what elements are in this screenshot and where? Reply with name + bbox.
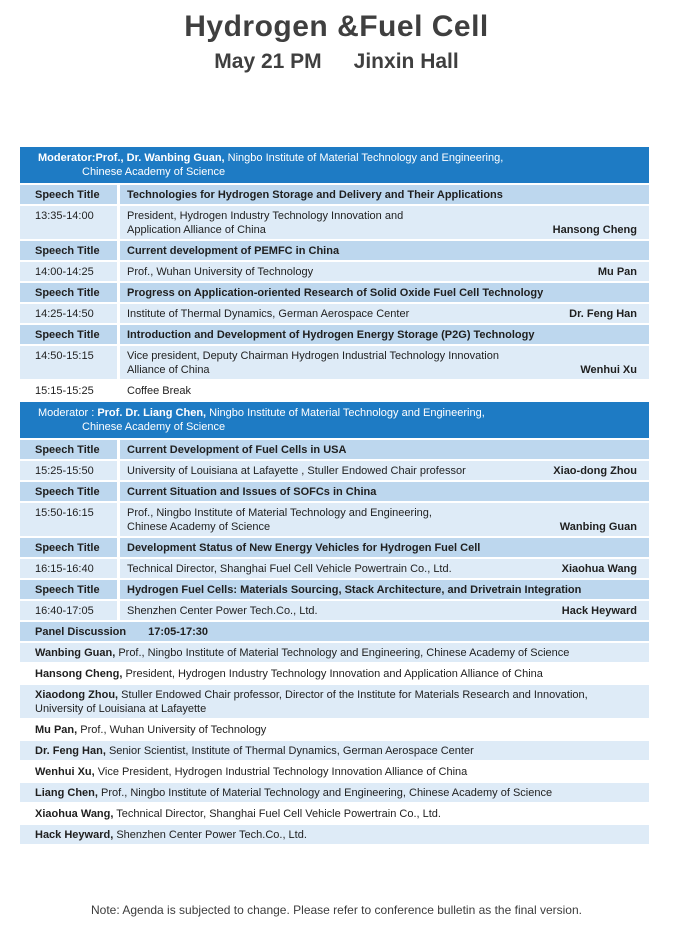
- moderator1-label: Moderator:: [38, 152, 96, 164]
- speech-title-text: Hydrogen Fuel Cells: Materials Sourcing, Stack Architecture, and Drivetrain Integration: [127, 584, 582, 596]
- talk-affiliation-line1: President, Hydrogen Industry Technology Innovation and: [127, 210, 404, 222]
- speech-title-text: Current Situation and Issues of SOFCs in China: [127, 486, 377, 498]
- panel-member-desc: Senior Scientist, Institute of Thermal Dynamics, German Aerospace Center: [108, 745, 474, 757]
- moderator2-label: Moderator :: [38, 407, 95, 419]
- talk-details: [120, 262, 649, 281]
- panel-member-desc: Shenzhen Center Power Tech.Co., Ltd.: [116, 829, 307, 841]
- panel-time: 17:05-17:30: [148, 626, 209, 638]
- talk-affiliation-line1: University of Louisiana at Lafayette , Stuller Endowed Chair professor: [127, 465, 466, 477]
- talk-affiliation-line1: Institute of Thermal Dynamics, German Aerospace Center: [127, 308, 410, 320]
- talk-details: [120, 304, 649, 323]
- talk-affiliation-line1: Technical Director, Shanghai Fuel Cell Vehicle Powertrain Co., Ltd.: [127, 563, 452, 575]
- talk-time: 15:50-16:15: [20, 503, 120, 536]
- page-title: Hydrogen &Fuel Cell: [184, 10, 489, 43]
- moderator2-name: Prof. Dr. Liang Chen,: [97, 407, 207, 419]
- speech-title-row-7: [20, 538, 649, 557]
- panel-member-name: Dr. Feng Han,: [35, 745, 106, 757]
- panel-member-row-7: [20, 783, 649, 802]
- moderator2-affiliation2: Chinese Academy of Science: [82, 421, 226, 433]
- panel-member-row-8: [20, 804, 649, 823]
- talk-affiliation-line1: Prof., Wuhan University of Technology: [127, 266, 314, 278]
- speech-title-row-3: [20, 283, 649, 302]
- talk-affiliation-line2: Application Alliance of China: [127, 224, 266, 236]
- talk-time: 14:50-15:15: [20, 346, 120, 379]
- moderator1-affiliation: Ningbo Institute of Material Technology and Engineering,: [227, 152, 504, 164]
- speech-title-text: Progress on Application-oriented Research of Solid Oxide Fuel Cell Technology: [127, 287, 544, 299]
- panel-label: Panel Discussion: [35, 626, 127, 638]
- speech-title-row-1: [20, 185, 649, 204]
- talk-affiliation-line1: Shenzhen Center Power Tech.Co., Ltd.: [127, 605, 318, 617]
- moderator2-line1: [38, 406, 637, 420]
- panel-member-desc: Prof., Ningbo Institute of Material Technology and Engineering, Chinese Academy of Science: [118, 647, 570, 659]
- talk-row-1: [20, 206, 649, 239]
- talk-time: 16:40-17:05: [20, 601, 120, 620]
- panel-member-row-3: [20, 685, 649, 718]
- moderator-band-session1: [20, 147, 649, 183]
- panel-member-row-5: [20, 741, 649, 760]
- panel-member-desc: Vice President, Hydrogen Industrial Technology Innovation Alliance of China: [97, 766, 468, 778]
- panel-member-row-6: [20, 762, 649, 781]
- talk-time: 15:25-15:50: [20, 461, 120, 480]
- panel-member-desc: Prof., Ningbo Institute of Material Technology and Engineering, Chinese Academy of Science: [101, 787, 553, 799]
- speech-title-text: Development Status of New Energy Vehicles for Hydrogen Fuel Cell: [127, 542, 481, 554]
- talk-details: [120, 503, 649, 536]
- moderator1-name: Prof., Dr. Wanbing Guan,: [95, 152, 225, 164]
- panel-member-row-2: [20, 664, 649, 683]
- panel-member-row-4: [20, 720, 649, 739]
- talk-speaker: Wanbing Guan: [559, 521, 637, 533]
- footer-note: Note: Agenda is subjected to change. Please refer to conference bulletin as the final version.: [91, 903, 582, 917]
- talk-row-4: [20, 346, 649, 379]
- talk-row-8: [20, 601, 649, 620]
- talk-speaker: Mu Pan: [597, 266, 637, 278]
- moderator1-affiliation2: Chinese Academy of Science: [82, 166, 226, 178]
- panel-member-name: Wanbing Guan,: [35, 647, 116, 659]
- speech-title-label: Speech Title: [20, 538, 120, 557]
- panel-member-name: Xiaodong Zhou,: [35, 689, 119, 701]
- talk-speaker: Wenhui Xu: [580, 364, 637, 376]
- talk-affiliation-line2: Chinese Academy of Science: [127, 521, 271, 533]
- speech-title-row-4: [20, 325, 649, 344]
- talk-time: 13:35-14:00: [20, 206, 120, 239]
- coffee-break-label: Coffee Break: [127, 385, 192, 397]
- moderator1-line1: [38, 151, 637, 165]
- speech-title-label: Speech Title: [20, 241, 120, 260]
- subtitle-hall: Jinxin Hall: [353, 50, 459, 73]
- speech-title-row-6: [20, 482, 649, 501]
- talk-details: [120, 206, 649, 239]
- talk-speaker: Xiao-dong Zhou: [553, 465, 637, 477]
- panel-member-name: Xiaohua Wang,: [35, 808, 114, 820]
- speech-title-label: Speech Title: [20, 482, 120, 501]
- panel-member-desc: Prof., Wuhan University of Technology: [80, 724, 267, 736]
- talk-row-2: [20, 262, 649, 281]
- speech-title-label: Speech Title: [20, 580, 120, 599]
- speech-title-row-8: [20, 580, 649, 599]
- talk-affiliation-line2-wrap: [127, 520, 637, 534]
- speech-title-label: Speech Title: [20, 440, 120, 459]
- panel-member-row-9: [20, 825, 649, 844]
- page-subtitle: [0, 50, 673, 74]
- talk-speaker: Hack Heyward: [561, 605, 637, 617]
- speech-title-label: Speech Title: [20, 325, 120, 344]
- speech-title-label: Speech Title: [20, 185, 120, 204]
- panel-member-row-1: [20, 643, 649, 662]
- talk-affiliation-line2-wrap: [127, 223, 637, 237]
- speech-title-text: Current development of PEMFC in China: [127, 245, 340, 257]
- speech-title-label: Speech Title: [20, 283, 120, 302]
- agenda-table: [20, 147, 649, 846]
- talk-time: 16:15-16:40: [20, 559, 120, 578]
- talk-speaker: Xiaohua Wang: [561, 563, 637, 575]
- talk-details: [120, 559, 649, 578]
- speech-title-row-5: [20, 440, 649, 459]
- talk-affiliation-line1: Prof., Ningbo Institute of Material Technology and Engineering,: [127, 507, 432, 519]
- talk-row-3: [20, 304, 649, 323]
- panel-discussion-header: [20, 622, 649, 641]
- panel-member-name: Hack Heyward,: [35, 829, 114, 841]
- speech-title-text: Technologies for Hydrogen Storage and Delivery and Their Applications: [127, 189, 503, 201]
- talk-details: [120, 601, 649, 620]
- talk-time: 14:00-14:25: [20, 262, 120, 281]
- panel-member-desc: Technical Director, Shanghai Fuel Cell Vehicle Powertrain Co., Ltd.: [116, 808, 441, 820]
- talk-row-5: [20, 461, 649, 480]
- subtitle-date: May 21 PM: [214, 50, 322, 73]
- speech-title-text: Introduction and Development of Hydrogen Energy Storage (P2G) Technology: [127, 329, 535, 341]
- talk-row-7: [20, 559, 649, 578]
- talk-affiliation-line1: Vice president, Deputy Chairman Hydrogen Industrial Technology Innovation: [127, 350, 499, 362]
- speech-title-row-2: [20, 241, 649, 260]
- panel-member-desc: President, Hydrogen Industry Technology Innovation and Application Alliance of China: [125, 668, 543, 680]
- panel-member-name: Wenhui Xu,: [35, 766, 95, 778]
- panel-member-name: Hansong Cheng,: [35, 668, 123, 680]
- talk-affiliation-line2-wrap: [127, 363, 637, 377]
- coffee-break-time: 15:15-15:25: [20, 381, 120, 400]
- talk-time: 14:25-14:50: [20, 304, 120, 323]
- talk-row-6: [20, 503, 649, 536]
- talk-speaker: Dr. Feng Han: [569, 308, 637, 320]
- panel-member-desc: Stuller Endowed Chair professor, Director of the Institute for Materials Research and Innovation, University of Louisiana at Lafayette: [35, 689, 588, 715]
- talk-details: [120, 346, 649, 379]
- talk-speaker: Hansong Cheng: [552, 224, 637, 236]
- panel-member-name: Liang Chen,: [35, 787, 98, 799]
- panel-member-name: Mu Pan,: [35, 724, 78, 736]
- coffee-break-row: [20, 381, 649, 400]
- talk-affiliation-line2: Alliance of China: [127, 364, 210, 376]
- speech-title-text: Current Development of Fuel Cells in USA: [127, 444, 347, 456]
- moderator2-affiliation: Ningbo Institute of Material Technology and Engineering,: [209, 407, 485, 419]
- talk-details: [120, 461, 649, 480]
- moderator-band-session2: [20, 402, 649, 438]
